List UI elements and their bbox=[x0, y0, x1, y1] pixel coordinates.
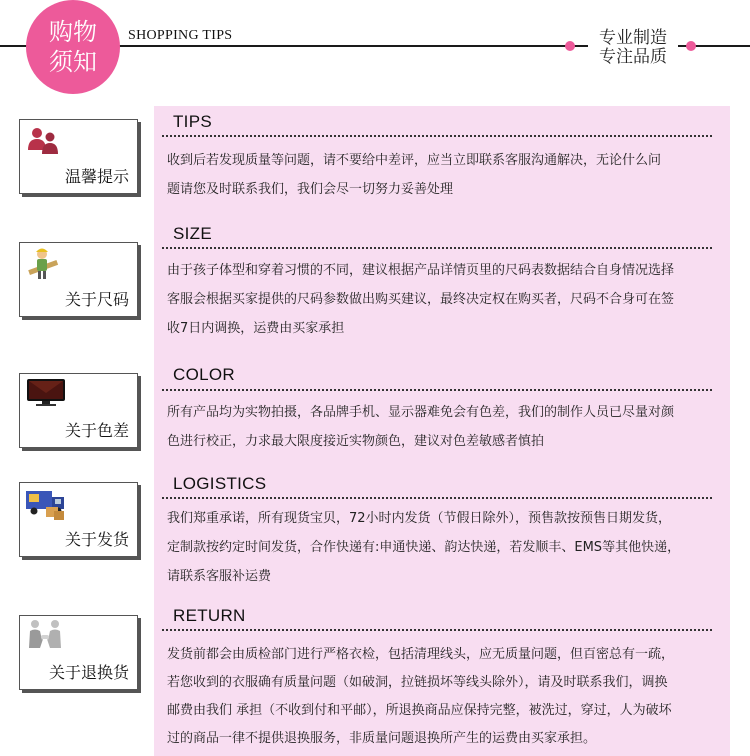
text-line: 发货前都会由质检部门进行严格衣检，包括清理线头，应无质量问题，但百密总有一疏， bbox=[167, 647, 675, 662]
section-title-size: SIZE bbox=[173, 224, 212, 243]
header-dot-left bbox=[565, 41, 575, 51]
text-line: 邮费由我们 承担（不收到付和平邮），所退换商品应保持完整，被洗过，穿过，人为破坏 bbox=[167, 703, 672, 718]
dotted-divider bbox=[162, 389, 712, 391]
header-dot-right bbox=[686, 41, 696, 51]
section-body-color bbox=[167, 398, 717, 456]
section-body-size bbox=[167, 256, 717, 343]
header-subtitle: SHOPPING TIPS bbox=[124, 28, 236, 44]
section-title-tips: TIPS bbox=[173, 112, 212, 131]
section-body-tips bbox=[167, 146, 717, 204]
badge-line-2: 须知 bbox=[49, 48, 97, 76]
sidebar-box-delivery bbox=[19, 482, 138, 557]
text-line: 题请您及时联系我们，我们会尽一切努力妥善处理 bbox=[167, 182, 454, 197]
sidebar-label: 关于退换货 bbox=[48, 663, 129, 682]
sidebar-box-return bbox=[19, 615, 138, 690]
section-body-return bbox=[167, 641, 717, 753]
section-title-return: RETURN bbox=[173, 606, 246, 625]
sidebar-label: 关于发货 bbox=[64, 530, 129, 549]
text-line: 过的商品一律不提供退换服务，非质量问题退换所产生的运费由买家承担。 bbox=[167, 731, 597, 746]
dotted-divider bbox=[162, 135, 712, 137]
dotted-divider bbox=[162, 247, 712, 249]
text-line: 客服会根据买家提供的尺码参数做出购买建议，最终决定权在购买者，尺码不合身可在签 bbox=[167, 292, 675, 307]
section-body-logistics bbox=[167, 504, 717, 591]
handshake-icon bbox=[24, 618, 66, 656]
sidebar-label: 温馨提示 bbox=[64, 167, 129, 186]
sidebar-label: 关于色差 bbox=[64, 421, 129, 440]
text-line: 若您收到的衣服确有质量问题（如破洞，拉链损坏等线头除外），请及时联系我们，调换 bbox=[167, 675, 668, 690]
dotted-divider bbox=[162, 629, 712, 631]
header-slogan bbox=[588, 29, 678, 73]
shopping-notice-badge bbox=[26, 0, 120, 94]
text-line: 色进行校正，力求最大限度接近实物颜色，建议对色差敏感者慎拍 bbox=[167, 434, 545, 449]
text-line: 收到后若发现质量等问题，请不要给中差评，应当立即联系客服沟通解决，无论什么问 bbox=[167, 153, 662, 168]
sidebar-box-color bbox=[19, 373, 138, 448]
text-line: 定制款按约定时间发货，合作快递有:申通快递、韵达快递，若发顺丰、EMS等其他快递， bbox=[167, 540, 681, 555]
sidebar-box-tips bbox=[19, 119, 138, 194]
monitor-icon bbox=[26, 378, 66, 412]
text-line: 所有产品均为实物拍摄，各品牌手机、显示器难免会有色差，我们的制作人员已尽量对颜 bbox=[167, 405, 675, 420]
section-title-logistics: LOGISTICS bbox=[173, 474, 267, 493]
text-line: 收7日内调换，运费由买家承担 bbox=[167, 321, 345, 336]
section-title-color: COLOR bbox=[173, 365, 235, 384]
people-icon bbox=[26, 126, 60, 160]
text-line: 请联系客服补运费 bbox=[167, 569, 272, 584]
delivery-truck-icon bbox=[24, 485, 70, 527]
worker-icon bbox=[24, 245, 64, 285]
sidebar-label: 关于尺码 bbox=[64, 290, 129, 309]
text-line: 由于孩子体型和穿着习惯的不同，建议根据产品详情页里的尺码表数据结合自身情况选择 bbox=[167, 263, 675, 278]
sidebar-box-size bbox=[19, 242, 138, 317]
slogan-line-2: 专注品质 bbox=[599, 47, 667, 67]
dotted-divider bbox=[162, 497, 712, 499]
text-line: 我们郑重承诺，所有现货宝贝，72小时内发货（节假日除外），预售款按预售日期发货， bbox=[167, 511, 672, 526]
slogan-line-1: 专业制造 bbox=[599, 28, 667, 48]
badge-line-1: 购物 bbox=[49, 18, 97, 46]
